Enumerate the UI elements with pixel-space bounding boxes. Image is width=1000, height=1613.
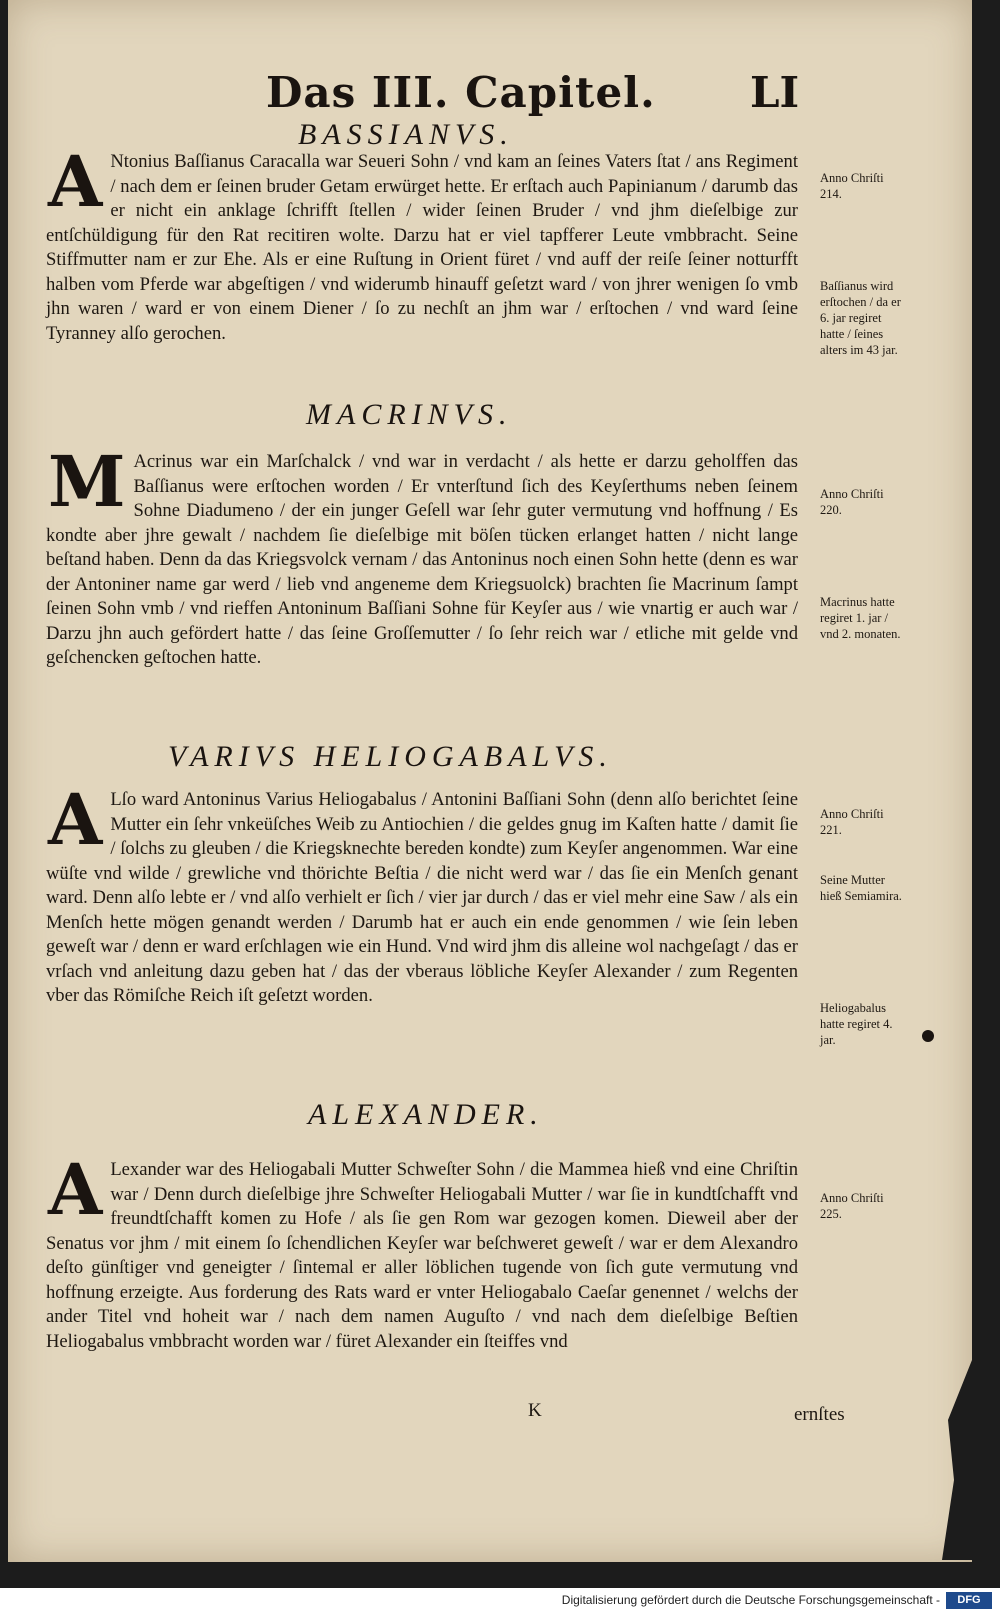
margin-note: Anno Chriſti 225. [820, 1191, 884, 1221]
section-text-macrinus [46, 440, 798, 695]
chapter-title: Das III. Capitel. [266, 68, 656, 117]
margin-note: Anno Chriſti 221. [820, 807, 884, 837]
footer-credit: Digitalisierung gefördert durch die Deutsche Forschungsgemeinschaft - [561, 1593, 940, 1607]
section-title-heliogabalus: VARIVS HELIOGABALVS. [168, 740, 613, 773]
section-text-heliogabalus [46, 778, 798, 1068]
paragraph: Lexander war des Heliogabali Mutter Schweſter Sohn / die Mammea hieß vnd eine Chriſtin war / Denn durch dieſelbige jhre Schweſter Heliogabali Mutter / war ſie in kundtſchafft vnd freundtſchafft komen zu Hofe / als ſie gen Rom war gezogen komen. Dieweil aber der Senatus vor jhm / mit einem ſo ſchendlichen Keyſer war beſchweret geweſt / war er dem Alexandro deſto günſtiger vnd geneigter / ſintemal er aller löblichen tugende von ſich gute vermutung vnd hoffnung erzeigte. Aus forderung des Rats ward er vnter Heliogabalo Caeſar genennet / welchs der ander Titel vnd hoheit war / nach dem namen Auguſto / vnd nach dem dieſelbige Beſtien Heliogabalus vmbbracht worden war / füret Alexander ein ſteiffes vnd [46, 1159, 798, 1352]
section-title-alexander: ALEXANDER. [308, 1098, 544, 1131]
paragraph: Ntonius Baſſianus Caracalla war Seueri Sohn / vnd kam an ſeines Vaters ſtat / ans Regiment / nach dem er ſeinen bruder Getam erwürget hette. Er erſtach auch Papinianum / darumb das er nicht ein anklage ſchrifft ſtellen / wider ſeinen Bruder / vnd jhm dieſelbige zur entſchüldigung für den Rat recitiren wolte. Darzu hat er viel tapfferer Leute vmbbracht. Seine Stiffmutter nam er zur Ehe. Als er eine Ruſtung in Orient füret / vnd auff der reiſe ſeiner notturfft halben vom Pferde war abgeſtigen / vnd widerumb hinauff geſetzt ward / von jhrer wenigen ſo vmb jhn waren / ward er von einem Diener / ſo zu nechſt an jhm war / erſtochen / vnd ward ſeine Tyranney alſo gerochen. [46, 151, 798, 344]
catchword: ernſtes [794, 1404, 845, 1425]
signature-mark: K [528, 1400, 542, 1421]
margin-note: Seine Mutter hieß Semiamira. [820, 873, 902, 903]
section-title-bassianus: BASSIANVS. [298, 118, 514, 151]
margin-note: Anno Chriſti 214. [820, 171, 884, 201]
margin-note: Baſſianus wird erſtochen / da er 6. jar regiret hatte / ſeines alters im 43 jar. [820, 279, 901, 357]
dropcap: A [48, 140, 103, 223]
margin-note: Heliogabalus hatte regiret 4. jar. [820, 1001, 893, 1047]
paragraph: Lſo ward Antoninus Varius Heliogabalus / Antonini Baſſiani Sohn (denn alſo berichtet ſeine Mutter ein ſehr vnkeüſches Weib zu Antiochien / die geldes gnug im Kaſten hatte / damit ſie / ſolchs zu gleuben / die Kriegsknechte bereden kondte) zum Keyſer angenommen. War eine wüſte vnd wilde / grewliche vnd thörichte Beſtia / die nicht werd war / das ſie ein Menſch genant ward. Denn alſo lebte er / vnd alſo verhielt er ſich / vier jar durch / das er viel mehr eine Saw / als ein Menſch hette mögen genandt werden / Darumb hat er auch ein ende genommen / wie ſein leben geweſt war / denn er ward erſchlagen wie ein Hund. Vnd wird jhm dis alleine wol nachgeſagt / das er vrſach vnd anleitung dazu geben hat / das der vberaus löbliche Keyſer Alexander / zum Regenten vber das Römiſche Reich iſt geſetzt worden. [46, 789, 798, 1006]
footer [0, 1590, 1000, 1613]
folio-number: LI [750, 68, 800, 117]
margin-note: Anno Chriſti 220. [820, 487, 884, 517]
dropcap: A [48, 778, 103, 861]
ink-dot [922, 1030, 934, 1042]
dfg-logo[interactable]: DFG [946, 1592, 992, 1609]
paragraph: Acrinus war ein Marſchalck / vnd war in verdacht / als hette er darzu geholffen das Baſſianus were erſtochen worden / Er vnterſtund ſich des Keyſerthums neben ſeinem Sohne Diadumeno / der ein junger Geſell war ſehr guter vermutung vnd hoffnung / Es kondte aber jhre gewalt / nachdem ſie dieſelbige mit böſen tücken erlanget hatten / nicht lange beſtand haben. Denn da das Kriegsvolck vernam / das Antoninus noch einen Sohn hette (denn es war der Antoniner name gar werd / lieb vnd angeneme dem Kriegsuolck) brachten ſie Macrinum ſampt ſeinen Sohn vmb / vnd rieffen Antoninum Baſſiani Sohne für Keyſer aus / wie vnartig er auch war / Darzu jhn auch gefördert hatte / das ſeine Groſſemutter / ſo ſehr reich war / etliche mit gelde vnd geſchencken geſtochen hatte. [46, 451, 798, 668]
section-title-macrinus: MACRINVS. [306, 398, 513, 431]
dropcap: A [48, 1148, 103, 1231]
dropcap: M [48, 440, 126, 523]
section-text-alexander [46, 1148, 798, 1388]
margin-note: Macrinus hatte regiret 1. jar / vnd 2. monaten. [820, 595, 901, 641]
book-page [8, 0, 972, 1562]
section-text-bassianus [46, 140, 798, 380]
